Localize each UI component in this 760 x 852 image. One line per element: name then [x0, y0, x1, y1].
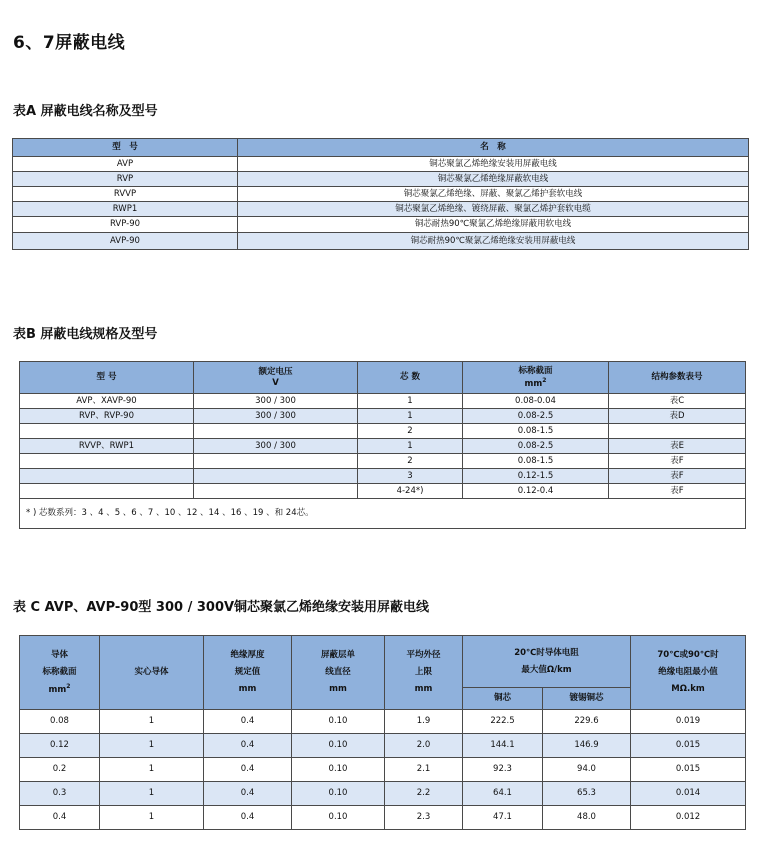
table-c-cell: 1 [100, 734, 204, 758]
header-line: 导体 [50, 649, 68, 660]
table-c-cell: 0.4 [20, 806, 100, 830]
table-a-cell: RVP [13, 172, 238, 187]
table-c-cell: 64.1 [463, 782, 543, 806]
table-b-cell: 0.08-1.5 [463, 454, 609, 469]
header-line: 上限 [414, 667, 432, 677]
table-a [12, 138, 749, 250]
table-a-caption: 表A 屏蔽电线名称及型号 [13, 104, 158, 119]
table-c-cell: 48.0 [543, 806, 631, 830]
table-c-cell: 1 [100, 758, 204, 782]
table-b-cell: 0.08-0.04 [463, 394, 609, 409]
table-a-cell: 铜芯聚氯乙烯绝缘、镀绕屏蔽、聚氯乙烯护套软电缆 [238, 202, 749, 217]
table-c-cell: 0.4 [204, 734, 292, 758]
table-a-header [13, 139, 749, 157]
table-c-cell: 1 [100, 710, 204, 734]
table-row [20, 734, 746, 758]
table-c-cell: 146.9 [543, 734, 631, 758]
table-c-cell: 65.3 [543, 782, 631, 806]
table-b-cell: 4-24*) [358, 484, 463, 499]
table-row [20, 469, 746, 484]
table-c-header [20, 636, 746, 688]
table-c-cell: 2.1 [385, 758, 463, 782]
table-c-cell: 1 [100, 806, 204, 830]
table-row [13, 233, 749, 250]
table-b-cell: 300 / 300 [194, 409, 358, 424]
table-row [20, 782, 746, 806]
table-c-cell: 0.012 [631, 806, 746, 830]
table-c-cell: 0.10 [292, 806, 385, 830]
table-b-cell [194, 454, 358, 469]
table-c-header-section [20, 636, 100, 710]
table-b-cell: 0.08-1.5 [463, 424, 609, 439]
table-row [20, 484, 746, 499]
table-b-cell: 2 [358, 424, 463, 439]
table-b-cell [194, 469, 358, 484]
table-b-cell: 表C [609, 394, 746, 409]
table-c-cell: 0.2 [20, 758, 100, 782]
header-line: 70℃或90℃时 [657, 650, 719, 660]
header-line: 平均外径 [406, 650, 441, 660]
table-b-cell: 1 [358, 394, 463, 409]
table-a-cell: AVP [13, 157, 238, 172]
header-unit: mm [48, 684, 67, 695]
table-c-cell: 0.3 [20, 782, 100, 806]
table-c-header-tinned: 镀锡铜芯 [543, 688, 631, 710]
table-b-header-section [463, 362, 609, 394]
table-b-header-section-label: 标称截面 [518, 366, 553, 377]
table-c-header-diameter [385, 636, 463, 710]
table-b-cell: 0.12-0.4 [463, 484, 609, 499]
header-line: 屏蔽层单 [320, 650, 355, 660]
table-c-cell: 0.10 [292, 758, 385, 782]
table-row [20, 424, 746, 439]
table-c-cell: 0.4 [204, 782, 292, 806]
table-b-cell [194, 424, 358, 439]
table-c-cell: 0.014 [631, 782, 746, 806]
table-a-cell: 铜芯耐热90℃聚氯乙烯绝缘屏蔽用软电线 [238, 217, 749, 233]
table-b-note-row [20, 499, 746, 529]
header-line [20, 681, 99, 699]
table-b-header-ref: 结构参数表号 [609, 362, 746, 394]
table-b-header-voltage-label: 额定电压 [258, 367, 293, 378]
table-b-header-cores: 芯 数 [358, 362, 463, 394]
table-c-cell: 0.019 [631, 710, 746, 734]
table-b-cell: 300 / 300 [194, 394, 358, 409]
table-c-cell: 0.4 [204, 806, 292, 830]
table-b-cell: 3 [358, 469, 463, 484]
table-b-header-voltage [194, 362, 358, 394]
table-row [13, 217, 749, 233]
table-row [20, 806, 746, 830]
table-row [13, 187, 749, 202]
table-b-cell: 0.08-2.5 [463, 439, 609, 454]
table-b-cell: 0.08-2.5 [463, 409, 609, 424]
table-c-cell: 92.3 [463, 758, 543, 782]
table-a-cell: 铜芯聚氯乙烯绝缘屏蔽软电线 [238, 172, 749, 187]
table-b-cell: 表D [609, 409, 746, 424]
table-b-cell: 1 [358, 409, 463, 424]
table-c-cell: 94.0 [543, 758, 631, 782]
table-c-cell: 2.0 [385, 734, 463, 758]
table-b-cell: 表F [609, 454, 746, 469]
table-c-header-insulation [204, 636, 292, 710]
table-c-cell: 0.4 [204, 758, 292, 782]
table-c-caption: 表 C AVP、AVP-90型 300 / 300V铜芯聚氯乙烯绝缘安装用屏蔽电线 [13, 600, 430, 615]
header-line: 20℃时导体电阻 [514, 647, 579, 658]
table-c-header-shield [292, 636, 385, 710]
table-c-cell: 2.2 [385, 782, 463, 806]
table-a-cell: RVP-90 [13, 217, 238, 233]
table-c-cell: 2.3 [385, 806, 463, 830]
header-line: 规定值 [234, 667, 261, 677]
table-b-cell: 表F [609, 469, 746, 484]
header-line: 最大值Ω/km [521, 664, 572, 675]
table-c-cell: 0.10 [292, 710, 385, 734]
table-a-header-name: 名 称 [238, 139, 749, 157]
header-line: 绝缘厚度 [230, 650, 265, 660]
table-c-cell: 0.10 [292, 782, 385, 806]
table-c-cell: 0.12 [20, 734, 100, 758]
table-c-cell: 1.9 [385, 710, 463, 734]
table-b-cell: 1 [358, 439, 463, 454]
table-a-cell: RVVP [13, 187, 238, 202]
table-c-cell: 0.08 [20, 710, 100, 734]
table-row [20, 454, 746, 469]
table-b-cell: AVP、XAVP-90 [20, 394, 194, 409]
table-c-cell: 0.4 [204, 710, 292, 734]
table-b-cell [20, 484, 194, 499]
table-b-cell [20, 454, 194, 469]
header-line: mm [238, 684, 257, 694]
table-b-note: * ) 芯数系列：3 、4 、5 、6 、7 、10 、12 、14 、16 、19 、和 24芯。 [20, 499, 746, 529]
table-b-header-section-unit [463, 377, 608, 389]
table-row [20, 710, 746, 734]
section-unit: mm [524, 378, 543, 389]
table-b-cell [194, 484, 358, 499]
table-b-cell: 300 / 300 [194, 439, 358, 454]
table-a-cell: AVP-90 [13, 233, 238, 250]
table-b-cell: 表E [609, 439, 746, 454]
header-line: MΩ.km [671, 684, 705, 694]
table-c-header-resistance [463, 636, 631, 688]
table-b-caption: 表B 屏蔽电线规格及型号 [13, 327, 158, 342]
header-line: 绝缘电阻最小值 [658, 667, 718, 677]
table-c [19, 635, 746, 830]
table-c-cell: 1 [100, 782, 204, 806]
table-row [20, 758, 746, 782]
table-row [13, 202, 749, 217]
header-line: 标称截面 [42, 666, 77, 677]
table-c-header-insulation-resistance [631, 636, 746, 710]
table-b-cell [20, 469, 194, 484]
table-c-cell: 0.10 [292, 734, 385, 758]
table-a-header-model: 型 号 [13, 139, 238, 157]
table-a-cell: 铜芯聚氯乙烯绝缘安装用屏蔽电线 [238, 157, 749, 172]
table-b-header [20, 362, 746, 394]
table-c-header-copper: 铜芯 [463, 688, 543, 710]
table-row [13, 157, 749, 172]
table-row [20, 409, 746, 424]
table-b-cell [20, 424, 194, 439]
table-b [19, 361, 746, 529]
header-unit-sup: 2 [66, 682, 71, 690]
table-b-header-model: 型 号 [20, 362, 194, 394]
table-row [13, 172, 749, 187]
table-c-cell: 0.015 [631, 734, 746, 758]
header-line: mm [329, 684, 347, 694]
table-b-cell: 表F [609, 484, 746, 499]
table-c-cell: 144.1 [463, 734, 543, 758]
header-line: mm [414, 684, 433, 694]
table-row [20, 439, 746, 454]
table-a-cell: 铜芯耐热90℃聚氯乙烯绝缘安装用屏蔽电线 [238, 233, 749, 250]
page-title: 6、7屏蔽电线 [13, 33, 126, 53]
table-c-cell: 229.6 [543, 710, 631, 734]
table-b-cell: 2 [358, 454, 463, 469]
table-row [20, 394, 746, 409]
table-a-cell: 铜芯聚氯乙烯绝缘、屏蔽、聚氯乙烯护套软电线 [238, 187, 749, 202]
table-b-cell [609, 424, 746, 439]
table-c-cell: 0.015 [631, 758, 746, 782]
table-b-cell: RVVP、RWP1 [20, 439, 194, 454]
table-b-cell: RVP、RVP-90 [20, 409, 194, 424]
table-b-cell: 0.12-1.5 [463, 469, 609, 484]
table-c-cell: 222.5 [463, 710, 543, 734]
table-a-cell: RWP1 [13, 202, 238, 217]
table-c-header-solid: 实心导体 [100, 636, 204, 710]
table-c-cell: 47.1 [463, 806, 543, 830]
section-unit-sup: 2 [542, 376, 547, 384]
header-line: 线直径 [325, 667, 351, 677]
table-b-header-voltage-unit: V [272, 377, 279, 388]
